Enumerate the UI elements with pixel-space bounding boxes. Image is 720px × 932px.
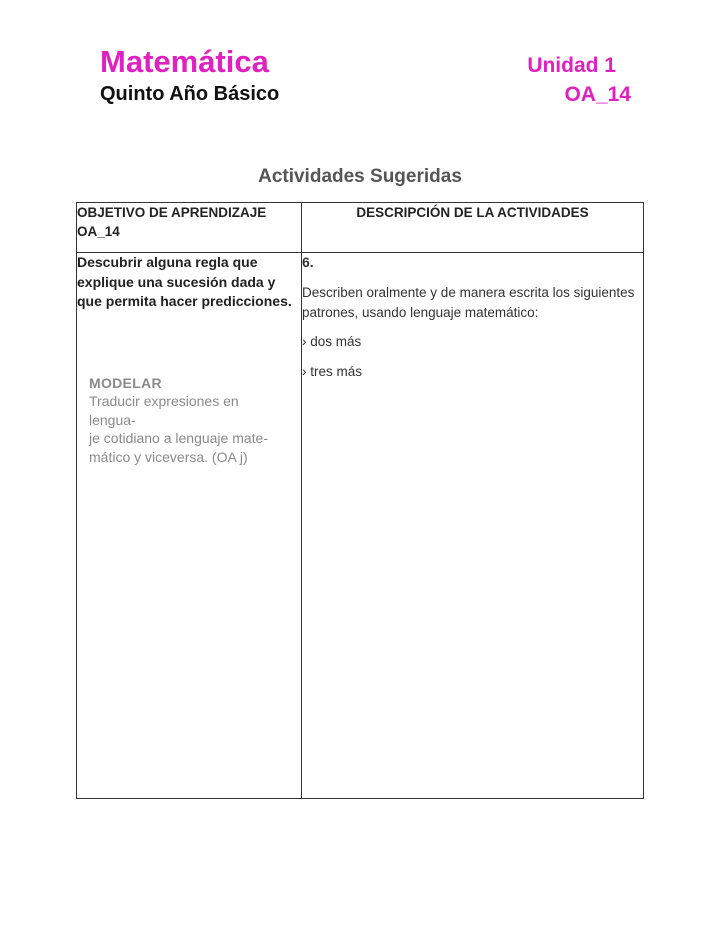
- skill-title: MODELAR: [89, 375, 162, 391]
- table-row: [77, 253, 644, 799]
- activity-number: 6.: [302, 254, 314, 270]
- header-left: [100, 44, 279, 106]
- oa-code: OA_14: [564, 83, 631, 106]
- objective-header: [77, 203, 302, 253]
- skill-text-line: Traducir expresiones en lengua-: [89, 393, 239, 428]
- table-header-row: [77, 203, 644, 253]
- activities-table: [76, 202, 644, 799]
- list-item: › dos más: [302, 334, 362, 349]
- grade-level: Quinto Año Básico: [100, 83, 280, 105]
- subject-title: Matemática: [100, 44, 269, 79]
- skill-text: [89, 392, 289, 466]
- header-right: [527, 54, 631, 107]
- objective-text: Descubrir alguna regla que explique una sucesión dada y que permita hacer predicciones.: [77, 254, 292, 309]
- objective-header-line2: OA_14: [77, 224, 120, 239]
- unit-label: Unidad 1: [527, 54, 616, 77]
- description-header: DESCRIPCIÓN DE LA ACTIVIDADES: [302, 203, 644, 253]
- skill-text-line: mático y viceversa. (OA j): [89, 448, 248, 465]
- objective-header-line1: OBJETIVO DE APRENDIZAJE: [77, 205, 267, 220]
- skill-text-line: je cotidiano a lenguaje mate-: [89, 430, 269, 446]
- skill-box: [89, 374, 289, 466]
- list-item: › tres más: [302, 364, 363, 379]
- objective-cell: [77, 253, 302, 799]
- activity-cell: [302, 253, 644, 799]
- section-title: Actividades Sugeridas: [258, 166, 462, 187]
- activity-description: Describen oralmente y de manera escrita los siguientes patrones, usando lenguaje matemático:: [302, 285, 635, 320]
